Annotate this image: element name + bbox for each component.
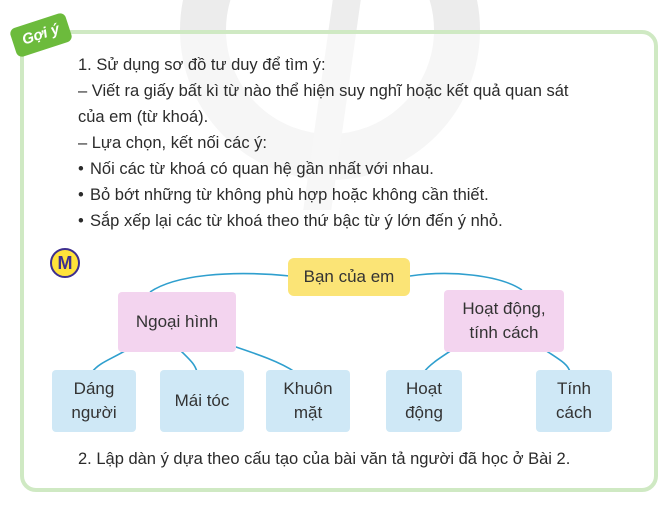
step-1-detail-a: – Viết ra giấy bất kì từ nào thể hiện suy nghĩ hoặc kết quả quan sát: [78, 82, 569, 100]
mindmap-leaf-face-line2: mặt: [293, 403, 323, 422]
bullet-1: • Nối các từ khoá có quan hệ gần nhất với nhau.: [78, 156, 638, 182]
mindmap-leaf-face: [266, 370, 350, 432]
mindmap-leaf-body-line2: người: [71, 403, 117, 422]
mindmap-leaf-face-line1: Khuôn: [283, 379, 333, 398]
hint-text: [78, 52, 638, 234]
mindmap-leaf-personality-line2: cách: [556, 403, 592, 422]
step-1: 1. Sử dụng sơ đồ tư duy để tìm ý:: [78, 56, 326, 74]
mindmap-node-appearance-label: Ngoại hình: [135, 312, 219, 331]
mindmap-leaf-body: [52, 370, 136, 432]
mindmap-leaf-activity: [386, 370, 462, 432]
model-badge: M: [50, 248, 80, 278]
mindmap-leaf-activity-line1: Hoạt: [406, 379, 442, 398]
mindmap-leaf-hair: [160, 370, 244, 432]
mindmap-node-activities: [444, 290, 564, 352]
step-1-detail-b: – Lựa chọn, kết nối các ý:: [78, 134, 267, 152]
mindmap-leaf-hair-label: Mái tóc: [174, 391, 230, 410]
mindmap-leaf-personality-line1: Tính: [556, 379, 592, 398]
hint-tag: Gợi ý: [9, 12, 73, 58]
mindmap-root-label: Bạn của em: [303, 267, 395, 286]
step-1-detail-a-cont: của em (từ khoá).: [78, 108, 209, 126]
bullet-2: • Bỏ bớt những từ không phù hợp hoặc không cần thiết.: [78, 182, 638, 208]
mindmap-leaf-body-line1: Dáng: [73, 379, 115, 398]
mindmap-leaf-personality: [536, 370, 612, 432]
step-2: 2. Lập dàn ý dựa theo cấu tạo của bài văn tả người đã học ở Bài 2.: [78, 450, 571, 468]
bullet-3: • Sắp xếp lại các từ khoá theo thứ bậc từ ý lớn đến ý nhỏ.: [78, 208, 638, 234]
mindmap-node-activities-line1: Hoạt động,: [462, 299, 546, 318]
mindmap-node-appearance: [118, 292, 236, 352]
mindmap-root: [288, 258, 410, 296]
mindmap-leaf-activity-line2: động: [405, 403, 443, 422]
mindmap-node-activities-line2: tính cách: [469, 323, 539, 342]
